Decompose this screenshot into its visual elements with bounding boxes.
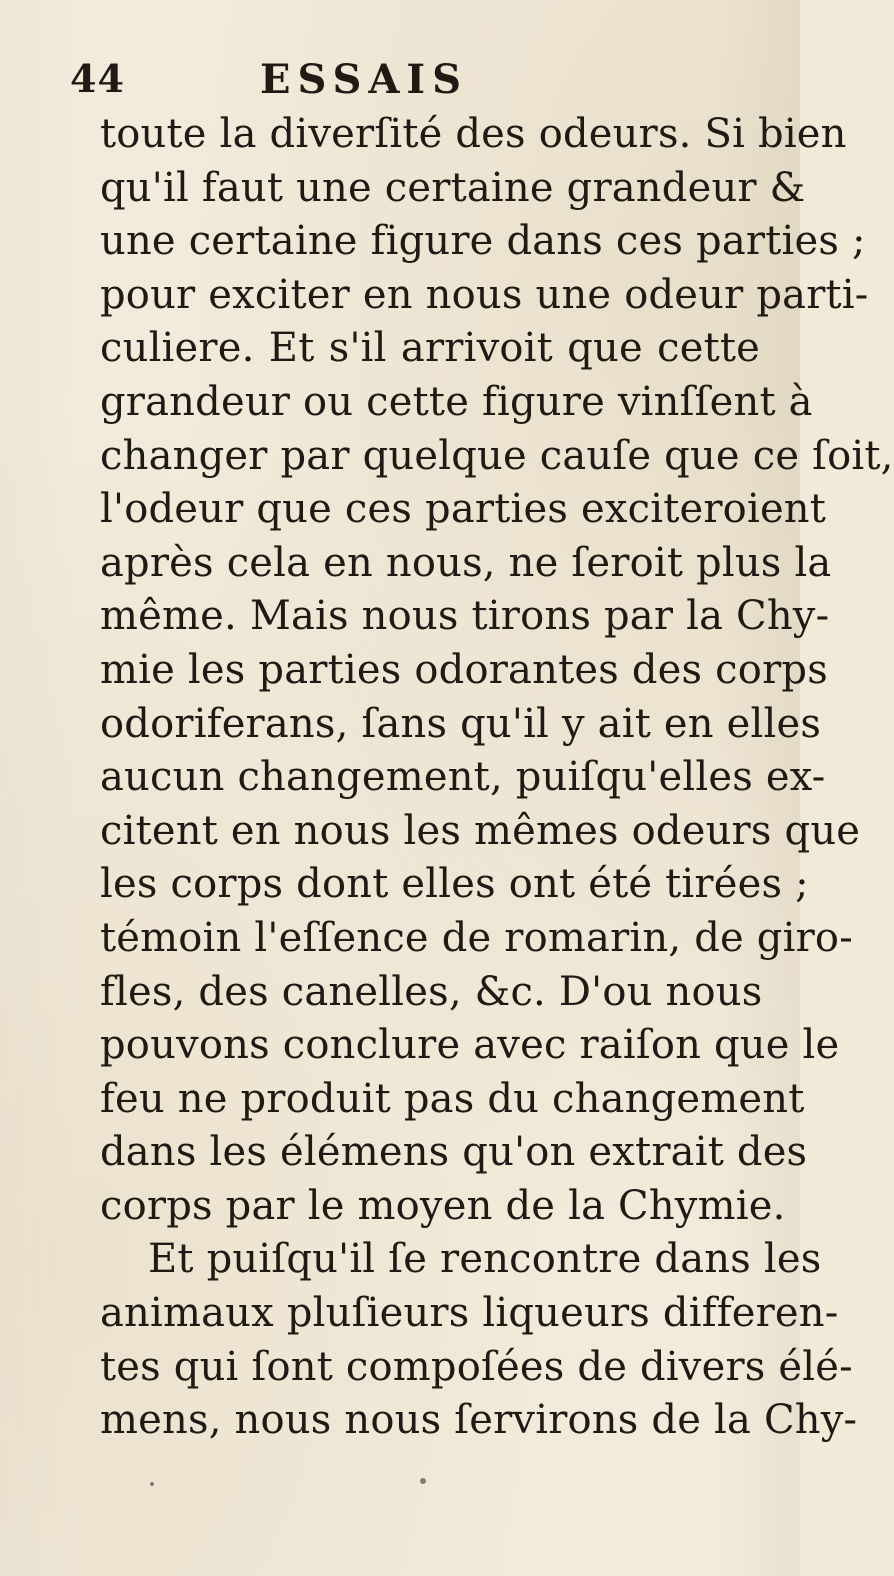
text-line: qu'il faut une certaine grandeur & bbox=[100, 164, 806, 211]
text-line: aucun changement, puiſqu'elles ex- bbox=[100, 754, 826, 801]
text-line: fles, des canelles, &c. D'ou nous bbox=[100, 968, 763, 1015]
text-line: les corps dont elles ont été tirées ; bbox=[100, 861, 809, 908]
text-line: grandeur ou cette figure vinſſent à bbox=[100, 378, 813, 425]
text-line: pouvons conclure avec raiſon que le bbox=[100, 1022, 840, 1069]
text-line: feu ne produit pas du changement bbox=[100, 1075, 805, 1122]
text-line: changer par quelque cauſe que ce ſoit, bbox=[100, 432, 894, 479]
text-line: animaux pluſieurs liqueurs differen- bbox=[100, 1290, 839, 1337]
text-line: corps par le moyen de la Chymie. bbox=[100, 1182, 786, 1229]
text-line: même. Mais nous tirons par la Chy- bbox=[100, 593, 830, 640]
text-line: dans les élémens qu'on extrait des bbox=[100, 1129, 808, 1176]
body-text bbox=[100, 108, 894, 1448]
text-line-paragraph-start: Et puiſqu'il ſe rencontre dans les bbox=[148, 1236, 822, 1283]
text-line: l'odeur que ces parties exciteroient bbox=[100, 486, 827, 533]
running-head: ESSAIS bbox=[260, 56, 469, 103]
page-number: 44 bbox=[70, 56, 125, 101]
text-line: citent en nous les mêmes odeurs que bbox=[100, 807, 861, 854]
text-line: odoriferans, ſans qu'il y ait en elles bbox=[100, 700, 822, 747]
text-line: une certaine figure dans ces parties ; bbox=[100, 218, 866, 265]
text-line: tes qui ſont compoſées de divers élé- bbox=[100, 1343, 853, 1390]
text-line: mie les parties odorantes des corps bbox=[100, 646, 828, 693]
ink-speck bbox=[420, 1478, 426, 1484]
ink-speck bbox=[150, 1482, 154, 1486]
text-line: culiere. Et s'il arrivoit que cette bbox=[100, 325, 760, 372]
text-line: pour exciter en nous une odeur parti- bbox=[100, 271, 869, 318]
text-line: après cela en nous, ne ſeroit plus la bbox=[100, 539, 832, 586]
text-line: toute la diverſité des odeurs. Si bien bbox=[100, 111, 847, 157]
text-line: témoin l'eſſence de romarin, de giro- bbox=[100, 914, 853, 961]
page-header bbox=[70, 56, 750, 106]
text-line: mens, nous nous ſervirons de la Chy- bbox=[100, 1397, 858, 1444]
